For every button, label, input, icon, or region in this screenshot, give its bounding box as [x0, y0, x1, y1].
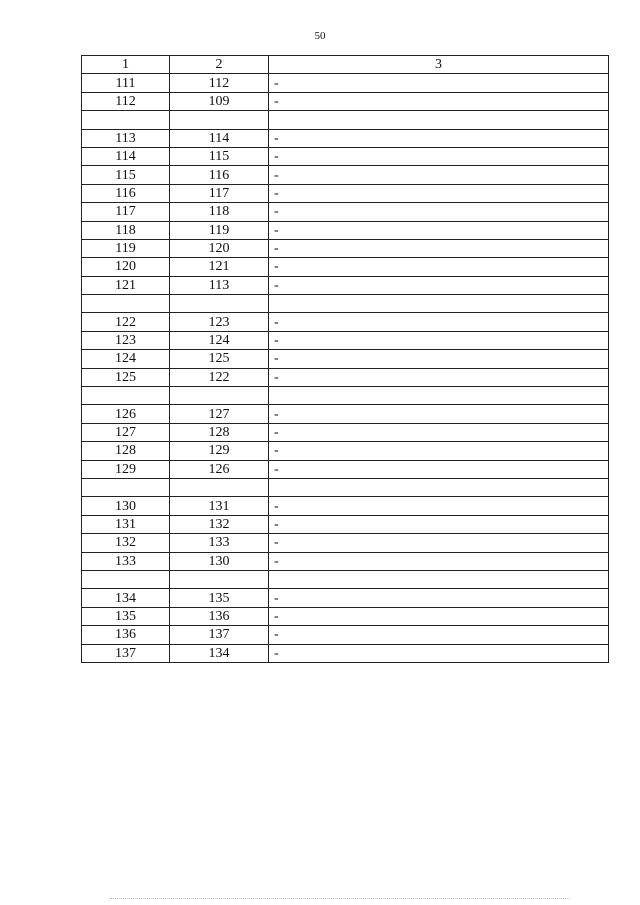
table-cell-col3: - [269, 515, 609, 533]
table-row [82, 423, 609, 441]
table-cell-col2: 123 [170, 313, 269, 331]
table-cell-col3: - [269, 331, 609, 349]
header-cell-col1: 1 [82, 56, 170, 74]
table-row [82, 166, 609, 184]
table-cell-col1: 111 [82, 74, 170, 92]
table-cell-col3: - [269, 147, 609, 165]
table-cell-col3: - [269, 313, 609, 331]
table-cell-col2: 121 [170, 258, 269, 276]
table-cell-col2 [170, 478, 269, 496]
table-cell-col1: 134 [82, 589, 170, 607]
table-cell-col3: - [269, 258, 609, 276]
table-cell-col1 [82, 295, 170, 313]
table-cell-col1: 115 [82, 166, 170, 184]
table-cell-col3: - [269, 607, 609, 625]
table-row [82, 405, 609, 423]
table-cell-col3: - [269, 166, 609, 184]
table-row [82, 147, 609, 165]
table-cell-col2: 126 [170, 460, 269, 478]
table-cell-col1: 119 [82, 239, 170, 257]
table-cell-col2: 118 [170, 203, 269, 221]
table-cell-col1: 120 [82, 258, 170, 276]
table-row [82, 644, 609, 662]
table-cell-col1 [82, 387, 170, 405]
header-cell-col2: 2 [170, 56, 269, 74]
table-cell-col2: 124 [170, 331, 269, 349]
table-cell-col1: 118 [82, 221, 170, 239]
table-row [82, 221, 609, 239]
table-row [82, 350, 609, 368]
table-cell-col1 [82, 478, 170, 496]
table-cell-col3: - [269, 589, 609, 607]
table-cell-col3: - [269, 221, 609, 239]
table-cell-col2: 117 [170, 184, 269, 202]
table-cell-col1: 132 [82, 534, 170, 552]
table-cell-col1: 136 [82, 626, 170, 644]
table-cell-col2: 130 [170, 552, 269, 570]
table-cell-col2: 127 [170, 405, 269, 423]
table-cell-col3 [269, 570, 609, 588]
table-cell-col1 [82, 570, 170, 588]
table-cell-col3 [269, 387, 609, 405]
table-cell-col3 [269, 478, 609, 496]
table-row [82, 460, 609, 478]
table-row [82, 570, 609, 588]
table-cell-col2: 122 [170, 368, 269, 386]
table-cell-col2 [170, 111, 269, 129]
table-row [82, 368, 609, 386]
table-row [82, 92, 609, 110]
table-cell-col3: - [269, 405, 609, 423]
table-row [82, 589, 609, 607]
table-cell-col2: 134 [170, 644, 269, 662]
table-cell-col3: - [269, 497, 609, 515]
table-cell-col3 [269, 111, 609, 129]
table-cell-col3: - [269, 442, 609, 460]
table-row [82, 626, 609, 644]
table-cell-col2: 133 [170, 534, 269, 552]
table-row [82, 203, 609, 221]
table-cell-col3: - [269, 534, 609, 552]
table-cell-col3: - [269, 644, 609, 662]
table-cell-col1: 125 [82, 368, 170, 386]
table-cell-col2 [170, 387, 269, 405]
table-cell-col2 [170, 570, 269, 588]
table-row [82, 276, 609, 294]
table-row [82, 552, 609, 570]
header-cell-col3: 3 [269, 56, 609, 74]
table-cell-col1: 112 [82, 92, 170, 110]
table-row [82, 607, 609, 625]
table-row [82, 258, 609, 276]
table-cell-col2: 137 [170, 626, 269, 644]
table-cell-col2: 113 [170, 276, 269, 294]
table-cell-col1: 126 [82, 405, 170, 423]
table-cell-col2: 116 [170, 166, 269, 184]
table-cell-col3: - [269, 423, 609, 441]
table-cell-col1: 121 [82, 276, 170, 294]
table-header [82, 56, 609, 74]
table-cell-col2: 131 [170, 497, 269, 515]
table-row [82, 129, 609, 147]
table-cell-col1: 129 [82, 460, 170, 478]
data-table [81, 55, 609, 663]
table-cell-col1: 128 [82, 442, 170, 460]
table-cell-col2: 125 [170, 350, 269, 368]
table-row [82, 74, 609, 92]
table-cell-col3: - [269, 184, 609, 202]
table-row [82, 534, 609, 552]
table-row [82, 313, 609, 331]
table-cell-col2: 136 [170, 607, 269, 625]
table-cell-col1: 113 [82, 129, 170, 147]
table-cell-col1: 127 [82, 423, 170, 441]
table-cell-col3: - [269, 203, 609, 221]
table-cell-col3: - [269, 368, 609, 386]
table-row [82, 478, 609, 496]
table-cell-col3: - [269, 129, 609, 147]
table-cell-col1: 133 [82, 552, 170, 570]
table-cell-col2: 119 [170, 221, 269, 239]
table-row [82, 515, 609, 533]
table-cell-col3: - [269, 626, 609, 644]
table-cell-col1: 137 [82, 644, 170, 662]
table-cell-col2: 109 [170, 92, 269, 110]
table-cell-col1: 130 [82, 497, 170, 515]
table-cell-col2: 128 [170, 423, 269, 441]
table-cell-col1: 117 [82, 203, 170, 221]
table-cell-col3: - [269, 552, 609, 570]
table-cell-col1: 116 [82, 184, 170, 202]
table-cell-col2: 135 [170, 589, 269, 607]
table-cell-col3 [269, 295, 609, 313]
table-cell-col1: 124 [82, 350, 170, 368]
table-row [82, 184, 609, 202]
table-row [82, 239, 609, 257]
table-cell-col1: 122 [82, 313, 170, 331]
table-cell-col3: - [269, 239, 609, 257]
table-row [82, 111, 609, 129]
table-cell-col3: - [269, 350, 609, 368]
header-row [82, 56, 609, 74]
table-body [82, 74, 609, 663]
page-number: 50 [314, 30, 326, 42]
table-cell-col2 [170, 295, 269, 313]
table-cell-col1: 123 [82, 331, 170, 349]
table-row [82, 442, 609, 460]
table-cell-col1: 135 [82, 607, 170, 625]
table-row [82, 387, 609, 405]
table-cell-col2: 114 [170, 129, 269, 147]
table-cell-col2: 115 [170, 147, 269, 165]
table-row [82, 295, 609, 313]
table-cell-col2: 129 [170, 442, 269, 460]
table-cell-col3: - [269, 74, 609, 92]
table-cell-col1 [82, 111, 170, 129]
footer-scan-artifact [110, 898, 570, 901]
table-cell-col1: 131 [82, 515, 170, 533]
table-row [82, 497, 609, 515]
table-cell-col1: 114 [82, 147, 170, 165]
table-cell-col2: 112 [170, 74, 269, 92]
table-row [82, 331, 609, 349]
table-cell-col2: 132 [170, 515, 269, 533]
table-cell-col3: - [269, 276, 609, 294]
table-cell-col2: 120 [170, 239, 269, 257]
table-cell-col3: - [269, 92, 609, 110]
table-cell-col3: - [269, 460, 609, 478]
